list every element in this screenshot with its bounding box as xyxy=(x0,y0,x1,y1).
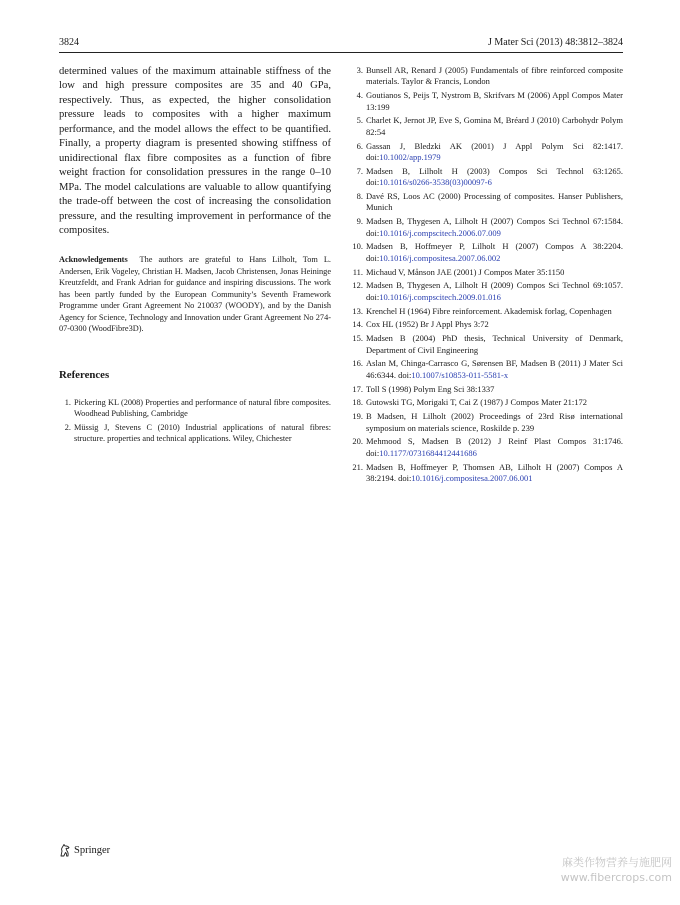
doi-link[interactable]: 10.1177/0731684412441686 xyxy=(379,447,477,458)
reference-number: 13. xyxy=(352,305,363,316)
reference-number: 19. xyxy=(352,411,363,422)
reference-number: 5. xyxy=(356,115,363,126)
reference-text: Michaud V, Månson JAE (2001) J Compos Mater 35:1150 xyxy=(366,266,565,277)
doi-link[interactable]: 10.1007/s10853-011-5581-x xyxy=(411,369,509,380)
reference-number: 15. xyxy=(352,333,363,344)
reference-text: Davé RS, Loos AC (2000) Processing of composites. Hanser Publishers, Munich xyxy=(366,191,623,213)
page-number: 3824 xyxy=(59,37,79,48)
reference-text: Toll S (1998) Polym Eng Sci 38:1337 xyxy=(366,383,495,394)
reference-item xyxy=(351,384,623,395)
footer xyxy=(59,843,110,857)
reference-item xyxy=(351,306,623,317)
reference-number: 8. xyxy=(356,191,363,202)
reference-number: 9. xyxy=(356,216,363,227)
reference-text: Krenchel H (1964) Fibre reinforcement. Akademisk forlag, Copenhagen xyxy=(366,305,612,316)
acknowledgements xyxy=(59,254,331,335)
reference-number: 3. xyxy=(356,65,363,75)
acknowledgements-heading: Acknowledgements xyxy=(59,255,128,265)
reference-item xyxy=(351,141,623,164)
reference-text: Madsen B, Thygesen A, Lilholt H (2009) Compos Sci Technol 69:1057. doi: xyxy=(366,280,623,302)
reference-text: Madsen B, Thygesen A, Lilholt H (2007) Compos Sci Technol 67:1584. doi: xyxy=(366,216,623,238)
left-column xyxy=(59,65,331,447)
reference-number: 17. xyxy=(352,383,363,394)
reference-list-right xyxy=(351,65,623,484)
watermark-line-2: www.fibercrops.com xyxy=(560,871,672,884)
reference-item xyxy=(351,241,623,264)
journal-citation: J Mater Sci (2013) 48:3812–3824 xyxy=(488,37,623,48)
reference-text: Madsen B (2004) PhD thesis, Technical University of Denmark, Department of Civil Engineering xyxy=(366,333,623,355)
reference-item xyxy=(351,462,623,485)
reference-text: B Madsen, H Lilholt (2002) Proceedings of 23rd Risø international symposium on materials science, Roskilde p. 239 xyxy=(366,411,623,433)
reference-number: 20. xyxy=(352,436,363,447)
reference-number: 4. xyxy=(356,90,363,101)
reference-text: Gassan J, Bledzki AK (2001) J Appl Polym Sci 82:1417. doi: xyxy=(366,140,623,163)
reference-text: Madsen B, Hoffmeyer P, Thomsen AB, Lilholt H (2007) Compos A 38:2194. doi: xyxy=(366,461,623,484)
reference-item xyxy=(59,422,331,445)
reference-item xyxy=(351,65,623,88)
reference-number: 1. xyxy=(64,397,71,407)
reference-number: 18. xyxy=(352,397,363,408)
doi-link[interactable]: 10.1016/j.compositesa.2007.06.001 xyxy=(411,473,533,484)
reference-text: Charlet K, Jernot JP, Eve S, Gomina M, Bréard J (2010) Carbohydr Polym 82:54 xyxy=(366,115,623,137)
reference-item xyxy=(351,411,623,434)
reference-text: Mehmood S, Madsen B (2012) J Reinf Plast Compos 31:1746. doi: xyxy=(366,436,623,458)
watermark xyxy=(561,855,672,885)
reference-item xyxy=(351,333,623,356)
reference-text: Müssig J, Stevens C (2010) Industrial applications of natural fibres: structure. properties and technical applications. Wiley, Chichester xyxy=(74,422,331,444)
reference-number: 6. xyxy=(356,140,363,151)
doi-link[interactable]: 10.1016/j.compscitech.2006.07.009 xyxy=(379,227,501,238)
reference-item xyxy=(351,115,623,138)
reference-item xyxy=(351,166,623,189)
reference-number: 7. xyxy=(356,165,363,176)
reference-item xyxy=(351,216,623,239)
watermark-line-1: 麻类作物营养与施肥网 xyxy=(562,856,672,869)
acknowledgements-text: The authors are grateful to Hans Lilholt, Tom L. Andersen, Erik Vogeley, Christian H. Madsen, Jacob Christensen, Jonas Heininge Kreutzfeldt, and Frank Adrian for guidance and inspiring discussions. The work has been partly funded by the European Community’s Seventh Framework Programme under Grant Agreement No 210037 (WOODY), and by the Danish Agency for Science, Technology and Innovation under Grant Agreement No 274-07-0300 (WoodFibre3D). xyxy=(59,255,331,334)
reference-number: 10. xyxy=(352,241,363,252)
reference-number: 11. xyxy=(352,266,363,277)
reference-number: 16. xyxy=(352,358,363,369)
reference-item xyxy=(351,191,623,214)
reference-text: Aslan M, Chinga-Carrasco G, Sørensen BF, Madsen B (2011) J Mater Sci 46:6344. doi: xyxy=(366,358,623,380)
reference-item xyxy=(351,397,623,408)
reference-item xyxy=(351,90,623,113)
reference-item xyxy=(351,358,623,381)
doi-link[interactable]: 10.1016/j.compositesa.2007.06.002 xyxy=(379,252,501,263)
publisher-name: Springer xyxy=(74,844,111,856)
springer-horse-icon xyxy=(59,843,71,857)
body-paragraph: determined values of the maximum attainable stiffness of the low and high pressure composites are 35 and 40 GPa, respectively. Thus, as expected, the higher consolidation pressure leads to composites with a higher maximum performance, and the model allows the effect to be quantified. Finally, a property diagram is presented showing stiffness of unidirectional flax fibre composites as a function of fibre weight fraction for consolidation pressures in the range 0–10 MPa. The model calculations are valuable to allow quantifying the trade-off between the cost of increasing the consolidation pressure, and the resulting improvement in performance of the composites. xyxy=(59,66,331,236)
reference-item xyxy=(351,280,623,303)
doi-link[interactable]: 10.1002/app.1979 xyxy=(379,152,441,163)
right-column xyxy=(351,65,623,487)
running-header xyxy=(59,37,623,51)
reference-text: Cox HL (1952) Br J Appl Phys 3:72 xyxy=(366,319,489,330)
reference-text: Madsen B, Lilholt H (2003) Compos Sci Technol 63:1265. doi: xyxy=(366,165,623,188)
doi-link[interactable]: 10.1016/j.compscitech.2009.01.016 xyxy=(379,291,501,302)
reference-text: Gutowski TG, Morigaki T, Cai Z (1987) J Compos Mater 21:172 xyxy=(366,397,587,408)
reference-item xyxy=(351,436,623,459)
header-rule xyxy=(59,52,623,53)
reference-text: Goutianos S, Peijs T, Nystrom B, Skrifvars M (2006) Appl Compos Mater 13:199 xyxy=(366,90,623,112)
reference-text: Bunsell AR, Renard J (2005) Fundamentals of fibre reinforced composite materials. Taylor & Francis, London xyxy=(366,65,623,87)
reference-text: Pickering KL (2008) Properties and performance of natural fibre composites. Woodhead Publishing, Cambridge xyxy=(74,397,331,419)
reference-item xyxy=(351,319,623,330)
reference-number: 21. xyxy=(352,461,363,472)
doi-link[interactable]: 10.1016/s0266-3538(03)00097-6 xyxy=(379,177,492,188)
reference-item xyxy=(59,397,331,420)
reference-number: 2. xyxy=(64,422,71,432)
reference-number: 14. xyxy=(352,319,363,330)
reference-item xyxy=(351,267,623,278)
reference-list-left xyxy=(59,397,331,445)
reference-number: 12. xyxy=(352,280,363,291)
references-heading: References xyxy=(59,368,110,381)
reference-text: Madsen B, Hoffmeyer P, Lilholt H (2007) Compos A 38:2204. doi: xyxy=(366,241,623,263)
